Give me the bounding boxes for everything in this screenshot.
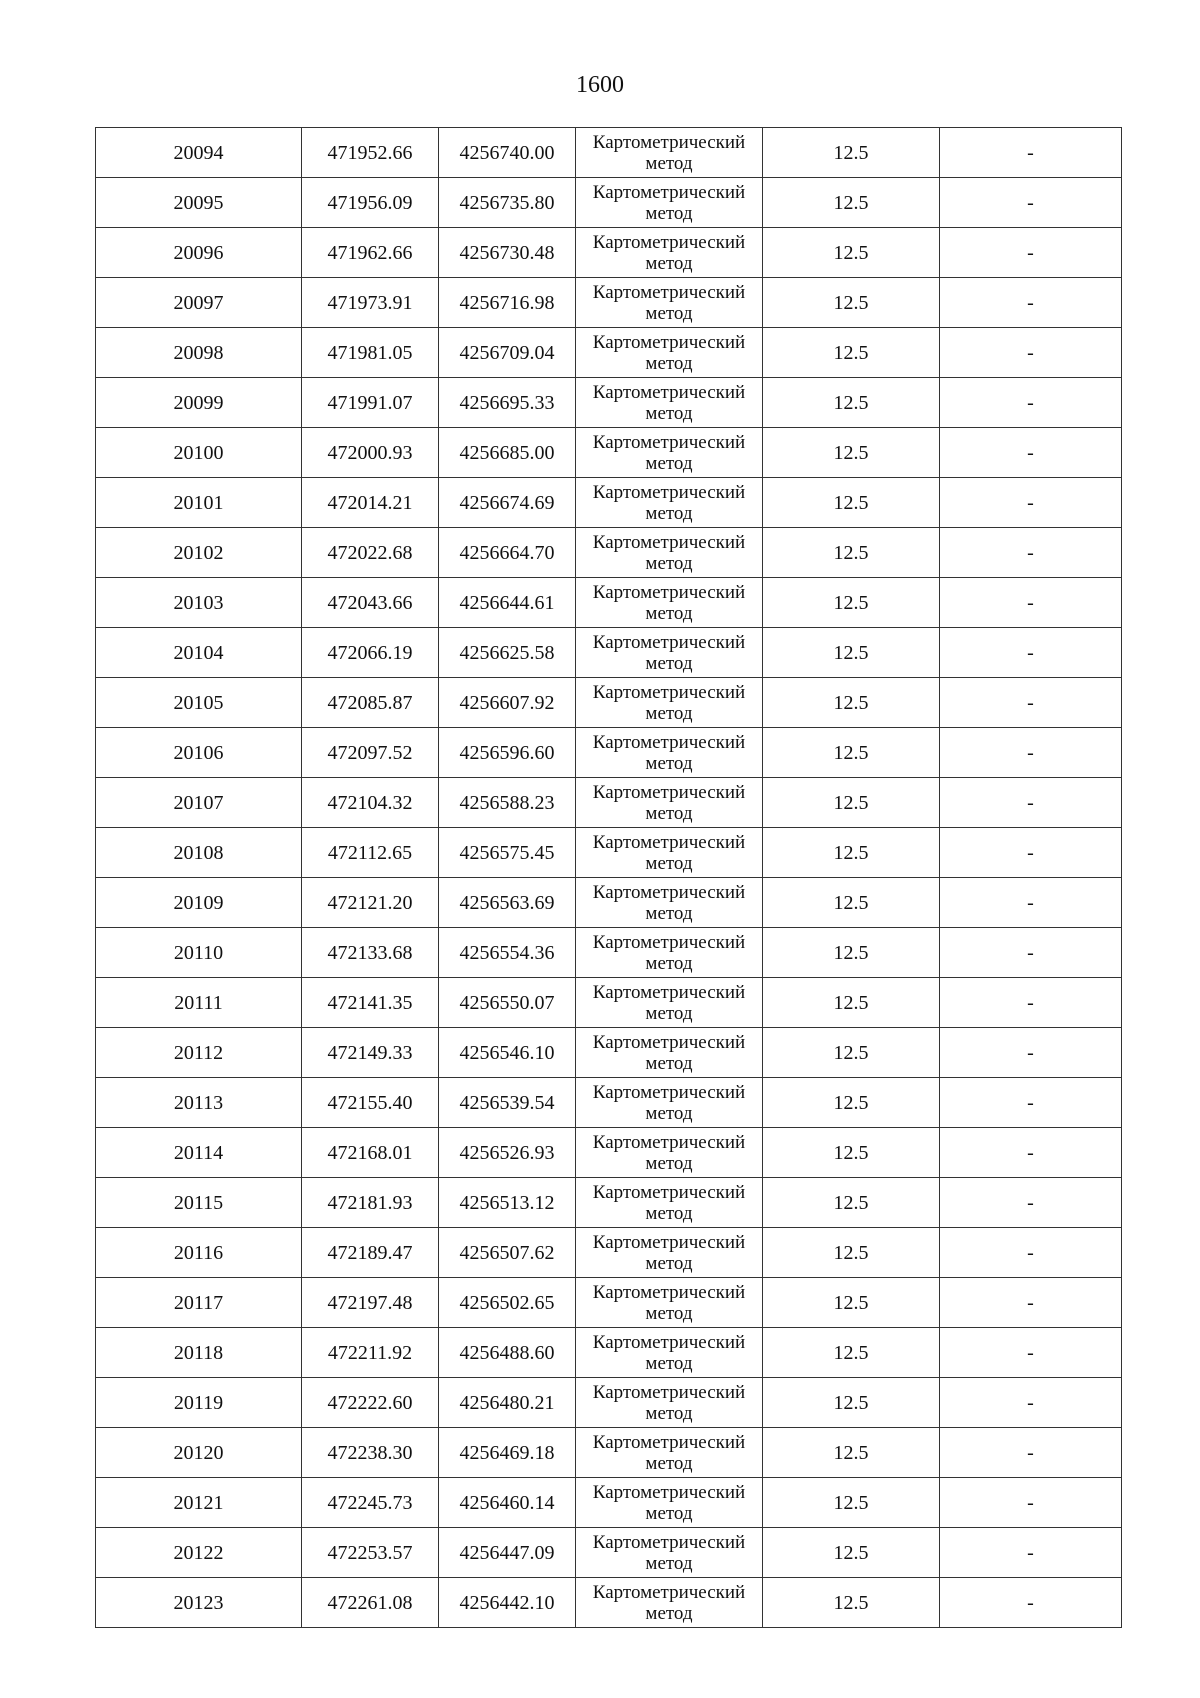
accuracy-cell: 12.5 xyxy=(763,1178,940,1228)
note-cell: - xyxy=(940,478,1122,528)
point-id-cell: 20099 xyxy=(96,378,302,428)
note-cell: - xyxy=(940,428,1122,478)
accuracy-cell: 12.5 xyxy=(763,928,940,978)
x-coordinate-cell: 472014.21 xyxy=(302,478,439,528)
point-id-cell: 20117 xyxy=(96,1278,302,1328)
coordinates-table-body xyxy=(96,128,1122,1628)
method-cell xyxy=(576,328,763,378)
point-id-cell: 20112 xyxy=(96,1028,302,1078)
method-line1: Картометрический xyxy=(592,981,746,1003)
method-cell xyxy=(576,1078,763,1128)
accuracy-cell: 12.5 xyxy=(763,1078,940,1128)
accuracy-cell: 12.5 xyxy=(763,528,940,578)
method-line1: Картометрический xyxy=(592,1331,746,1353)
method-line2: метод xyxy=(645,1552,693,1574)
accuracy-cell: 12.5 xyxy=(763,628,940,678)
note-cell: - xyxy=(940,1078,1122,1128)
x-coordinate-cell: 472085.87 xyxy=(302,678,439,728)
table-row xyxy=(96,478,1122,528)
method-line2: метод xyxy=(645,1302,693,1324)
table-row xyxy=(96,1578,1122,1628)
y-coordinate-cell: 4256442.10 xyxy=(439,1578,576,1628)
method-line1: Картометрический xyxy=(592,1031,746,1053)
y-coordinate-cell: 4256550.07 xyxy=(439,978,576,1028)
y-coordinate-cell: 4256513.12 xyxy=(439,1178,576,1228)
method-line2: метод xyxy=(645,1102,693,1124)
method-line1: Картометрический xyxy=(592,281,746,303)
method-cell xyxy=(576,278,763,328)
y-coordinate-cell: 4256685.00 xyxy=(439,428,576,478)
method-cell xyxy=(576,578,763,628)
method-line2: метод xyxy=(645,702,693,724)
point-id-cell: 20121 xyxy=(96,1478,302,1528)
method-line1: Картометрический xyxy=(592,781,746,803)
method-line2: метод xyxy=(645,1002,693,1024)
point-id-cell: 20106 xyxy=(96,728,302,778)
method-line1: Картометрический xyxy=(592,1231,746,1253)
table-row xyxy=(96,1278,1122,1328)
note-cell: - xyxy=(940,1528,1122,1578)
y-coordinate-cell: 4256735.80 xyxy=(439,178,576,228)
note-cell: - xyxy=(940,1428,1122,1478)
note-cell: - xyxy=(940,378,1122,428)
point-id-cell: 20118 xyxy=(96,1328,302,1378)
method-line1: Картометрический xyxy=(592,881,746,903)
y-coordinate-cell: 4256526.93 xyxy=(439,1128,576,1178)
method-line1: Картометрический xyxy=(592,331,746,353)
y-coordinate-cell: 4256554.36 xyxy=(439,928,576,978)
x-coordinate-cell: 472133.68 xyxy=(302,928,439,978)
page-number: 1600 xyxy=(576,72,624,98)
method-line2: метод xyxy=(645,1152,693,1174)
method-line1: Картометрический xyxy=(592,481,746,503)
method-cell xyxy=(576,878,763,928)
y-coordinate-cell: 4256695.33 xyxy=(439,378,576,428)
table-row xyxy=(96,1328,1122,1378)
point-id-cell: 20097 xyxy=(96,278,302,328)
x-coordinate-cell: 472066.19 xyxy=(302,628,439,678)
table-row xyxy=(96,628,1122,678)
x-coordinate-cell: 471962.66 xyxy=(302,228,439,278)
method-line1: Картометрический xyxy=(592,631,746,653)
x-coordinate-cell: 472168.01 xyxy=(302,1128,439,1178)
note-cell: - xyxy=(940,1578,1122,1628)
method-line2: метод xyxy=(645,1402,693,1424)
note-cell: - xyxy=(940,228,1122,278)
table-row xyxy=(96,728,1122,778)
table-row xyxy=(96,1128,1122,1178)
method-line2: метод xyxy=(645,302,693,324)
method-line2: метод xyxy=(645,952,693,974)
method-line2: метод xyxy=(645,1452,693,1474)
note-cell: - xyxy=(940,1028,1122,1078)
accuracy-cell: 12.5 xyxy=(763,378,940,428)
accuracy-cell: 12.5 xyxy=(763,678,940,728)
method-cell xyxy=(576,228,763,278)
method-cell xyxy=(576,1478,763,1528)
method-line2: метод xyxy=(645,602,693,624)
y-coordinate-cell: 4256546.10 xyxy=(439,1028,576,1078)
note-cell: - xyxy=(940,1478,1122,1528)
point-id-cell: 20123 xyxy=(96,1578,302,1628)
note-cell: - xyxy=(940,628,1122,678)
point-id-cell: 20111 xyxy=(96,978,302,1028)
method-line1: Картометрический xyxy=(592,1131,746,1153)
method-cell xyxy=(576,128,763,178)
table-row xyxy=(96,1478,1122,1528)
method-line1: Картометрический xyxy=(592,1481,746,1503)
point-id-cell: 20120 xyxy=(96,1428,302,1478)
method-line2: метод xyxy=(645,402,693,424)
point-id-cell: 20113 xyxy=(96,1078,302,1128)
table-row xyxy=(96,1028,1122,1078)
accuracy-cell: 12.5 xyxy=(763,978,940,1028)
method-cell xyxy=(576,628,763,678)
method-cell xyxy=(576,928,763,978)
y-coordinate-cell: 4256575.45 xyxy=(439,828,576,878)
note-cell: - xyxy=(940,1228,1122,1278)
x-coordinate-cell: 472238.30 xyxy=(302,1428,439,1478)
x-coordinate-cell: 471973.91 xyxy=(302,278,439,328)
x-coordinate-cell: 472245.73 xyxy=(302,1478,439,1528)
accuracy-cell: 12.5 xyxy=(763,778,940,828)
method-line2: метод xyxy=(645,202,693,224)
y-coordinate-cell: 4256596.60 xyxy=(439,728,576,778)
accuracy-cell: 12.5 xyxy=(763,1028,940,1078)
method-line1: Картометрический xyxy=(592,231,746,253)
x-coordinate-cell: 472121.20 xyxy=(302,878,439,928)
accuracy-cell: 12.5 xyxy=(763,328,940,378)
note-cell: - xyxy=(940,578,1122,628)
method-cell xyxy=(576,1128,763,1178)
point-id-cell: 20108 xyxy=(96,828,302,878)
x-coordinate-cell: 471952.66 xyxy=(302,128,439,178)
point-id-cell: 20122 xyxy=(96,1528,302,1578)
x-coordinate-cell: 472112.65 xyxy=(302,828,439,878)
y-coordinate-cell: 4256716.98 xyxy=(439,278,576,328)
table-row xyxy=(96,878,1122,928)
point-id-cell: 20095 xyxy=(96,178,302,228)
method-line1: Картометрический xyxy=(592,831,746,853)
coordinates-table xyxy=(95,127,1122,1628)
accuracy-cell: 12.5 xyxy=(763,1478,940,1528)
table-row xyxy=(96,578,1122,628)
y-coordinate-cell: 4256507.62 xyxy=(439,1228,576,1278)
method-cell xyxy=(576,1578,763,1628)
y-coordinate-cell: 4256664.70 xyxy=(439,528,576,578)
x-coordinate-cell: 472104.32 xyxy=(302,778,439,828)
note-cell: - xyxy=(940,178,1122,228)
method-line2: метод xyxy=(645,1052,693,1074)
note-cell: - xyxy=(940,1278,1122,1328)
method-line1: Картометрический xyxy=(592,531,746,553)
note-cell: - xyxy=(940,778,1122,828)
note-cell: - xyxy=(940,1178,1122,1228)
point-id-cell: 20100 xyxy=(96,428,302,478)
method-line1: Картометрический xyxy=(592,931,746,953)
y-coordinate-cell: 4256674.69 xyxy=(439,478,576,528)
method-cell xyxy=(576,1328,763,1378)
accuracy-cell: 12.5 xyxy=(763,128,940,178)
method-line1: Картометрический xyxy=(592,681,746,703)
accuracy-cell: 12.5 xyxy=(763,278,940,328)
y-coordinate-cell: 4256447.09 xyxy=(439,1528,576,1578)
table-row xyxy=(96,778,1122,828)
method-line2: метод xyxy=(645,1252,693,1274)
method-line1: Картометрический xyxy=(592,731,746,753)
x-coordinate-cell: 472222.60 xyxy=(302,1378,439,1428)
x-coordinate-cell: 472097.52 xyxy=(302,728,439,778)
note-cell: - xyxy=(940,728,1122,778)
method-cell xyxy=(576,378,763,428)
method-line2: метод xyxy=(645,802,693,824)
method-cell xyxy=(576,528,763,578)
method-line1: Картометрический xyxy=(592,581,746,603)
method-line2: метод xyxy=(645,1352,693,1374)
x-coordinate-cell: 472189.47 xyxy=(302,1228,439,1278)
method-line2: метод xyxy=(645,1602,693,1624)
note-cell: - xyxy=(940,1378,1122,1428)
method-line2: метод xyxy=(645,852,693,874)
method-line1: Картометрический xyxy=(592,381,746,403)
method-line1: Картометрический xyxy=(592,431,746,453)
method-cell xyxy=(576,728,763,778)
method-cell xyxy=(576,678,763,728)
point-id-cell: 20105 xyxy=(96,678,302,728)
method-line1: Картометрический xyxy=(592,1081,746,1103)
method-line1: Картометрический xyxy=(592,131,746,153)
table-row xyxy=(96,128,1122,178)
x-coordinate-cell: 472197.48 xyxy=(302,1278,439,1328)
x-coordinate-cell: 472253.57 xyxy=(302,1528,439,1578)
y-coordinate-cell: 4256488.60 xyxy=(439,1328,576,1378)
method-line2: метод xyxy=(645,552,693,574)
method-line2: метод xyxy=(645,902,693,924)
point-id-cell: 20115 xyxy=(96,1178,302,1228)
method-cell xyxy=(576,178,763,228)
table-row xyxy=(96,1378,1122,1428)
x-coordinate-cell: 471981.05 xyxy=(302,328,439,378)
accuracy-cell: 12.5 xyxy=(763,428,940,478)
method-cell xyxy=(576,1378,763,1428)
y-coordinate-cell: 4256502.65 xyxy=(439,1278,576,1328)
point-id-cell: 20109 xyxy=(96,878,302,928)
x-coordinate-cell: 472261.08 xyxy=(302,1578,439,1628)
y-coordinate-cell: 4256539.54 xyxy=(439,1078,576,1128)
note-cell: - xyxy=(940,1128,1122,1178)
point-id-cell: 20104 xyxy=(96,628,302,678)
note-cell: - xyxy=(940,128,1122,178)
y-coordinate-cell: 4256625.58 xyxy=(439,628,576,678)
accuracy-cell: 12.5 xyxy=(763,578,940,628)
point-id-cell: 20116 xyxy=(96,1228,302,1278)
method-line1: Картометрический xyxy=(592,1531,746,1553)
table-row xyxy=(96,178,1122,228)
accuracy-cell: 12.5 xyxy=(763,1328,940,1378)
x-coordinate-cell: 472181.93 xyxy=(302,1178,439,1228)
x-coordinate-cell: 472155.40 xyxy=(302,1078,439,1128)
table-row xyxy=(96,378,1122,428)
table-row xyxy=(96,1078,1122,1128)
table-row xyxy=(96,328,1122,378)
y-coordinate-cell: 4256740.00 xyxy=(439,128,576,178)
table-row xyxy=(96,1178,1122,1228)
table-row xyxy=(96,1428,1122,1478)
method-cell xyxy=(576,1528,763,1578)
method-cell xyxy=(576,1278,763,1328)
accuracy-cell: 12.5 xyxy=(763,1128,940,1178)
table-row xyxy=(96,928,1122,978)
accuracy-cell: 12.5 xyxy=(763,828,940,878)
method-line1: Картометрический xyxy=(592,1581,746,1603)
x-coordinate-cell: 471991.07 xyxy=(302,378,439,428)
table-row xyxy=(96,1228,1122,1278)
x-coordinate-cell: 471956.09 xyxy=(302,178,439,228)
method-cell xyxy=(576,1428,763,1478)
accuracy-cell: 12.5 xyxy=(763,1228,940,1278)
table-row xyxy=(96,828,1122,878)
point-id-cell: 20096 xyxy=(96,228,302,278)
note-cell: - xyxy=(940,978,1122,1028)
point-id-cell: 20119 xyxy=(96,1378,302,1428)
method-line1: Картометрический xyxy=(592,1381,746,1403)
accuracy-cell: 12.5 xyxy=(763,878,940,928)
accuracy-cell: 12.5 xyxy=(763,1528,940,1578)
point-id-cell: 20098 xyxy=(96,328,302,378)
y-coordinate-cell: 4256563.69 xyxy=(439,878,576,928)
table-row xyxy=(96,428,1122,478)
accuracy-cell: 12.5 xyxy=(763,228,940,278)
method-line2: метод xyxy=(645,1202,693,1224)
method-line2: метод xyxy=(645,452,693,474)
y-coordinate-cell: 4256469.18 xyxy=(439,1428,576,1478)
x-coordinate-cell: 472000.93 xyxy=(302,428,439,478)
x-coordinate-cell: 472022.68 xyxy=(302,528,439,578)
table-row xyxy=(96,228,1122,278)
table-row xyxy=(96,978,1122,1028)
note-cell: - xyxy=(940,678,1122,728)
method-cell xyxy=(576,1228,763,1278)
y-coordinate-cell: 4256709.04 xyxy=(439,328,576,378)
accuracy-cell: 12.5 xyxy=(763,1578,940,1628)
method-cell xyxy=(576,1028,763,1078)
note-cell: - xyxy=(940,528,1122,578)
method-cell xyxy=(576,828,763,878)
note-cell: - xyxy=(940,878,1122,928)
accuracy-cell: 12.5 xyxy=(763,478,940,528)
method-line2: метод xyxy=(645,652,693,674)
table-row xyxy=(96,678,1122,728)
method-line2: метод xyxy=(645,352,693,374)
point-id-cell: 20101 xyxy=(96,478,302,528)
method-line2: метод xyxy=(645,1502,693,1524)
method-line1: Картометрический xyxy=(592,1181,746,1203)
y-coordinate-cell: 4256607.92 xyxy=(439,678,576,728)
accuracy-cell: 12.5 xyxy=(763,1378,940,1428)
method-cell xyxy=(576,778,763,828)
method-cell xyxy=(576,428,763,478)
y-coordinate-cell: 4256644.61 xyxy=(439,578,576,628)
y-coordinate-cell: 4256480.21 xyxy=(439,1378,576,1428)
note-cell: - xyxy=(940,328,1122,378)
accuracy-cell: 12.5 xyxy=(763,178,940,228)
x-coordinate-cell: 472043.66 xyxy=(302,578,439,628)
accuracy-cell: 12.5 xyxy=(763,728,940,778)
method-line2: метод xyxy=(645,252,693,274)
note-cell: - xyxy=(940,828,1122,878)
note-cell: - xyxy=(940,278,1122,328)
point-id-cell: 20102 xyxy=(96,528,302,578)
note-cell: - xyxy=(940,1328,1122,1378)
x-coordinate-cell: 472149.33 xyxy=(302,1028,439,1078)
accuracy-cell: 12.5 xyxy=(763,1428,940,1478)
method-line1: Картометрический xyxy=(592,181,746,203)
point-id-cell: 20094 xyxy=(96,128,302,178)
point-id-cell: 20107 xyxy=(96,778,302,828)
method-cell xyxy=(576,978,763,1028)
method-line1: Картометрический xyxy=(592,1281,746,1303)
x-coordinate-cell: 472141.35 xyxy=(302,978,439,1028)
y-coordinate-cell: 4256588.23 xyxy=(439,778,576,828)
point-id-cell: 20110 xyxy=(96,928,302,978)
accuracy-cell: 12.5 xyxy=(763,1278,940,1328)
y-coordinate-cell: 4256460.14 xyxy=(439,1478,576,1528)
x-coordinate-cell: 472211.92 xyxy=(302,1328,439,1378)
point-id-cell: 20114 xyxy=(96,1128,302,1178)
y-coordinate-cell: 4256730.48 xyxy=(439,228,576,278)
note-cell: - xyxy=(940,928,1122,978)
point-id-cell: 20103 xyxy=(96,578,302,628)
method-cell xyxy=(576,478,763,528)
method-line1: Картометрический xyxy=(592,1431,746,1453)
method-cell xyxy=(576,1178,763,1228)
table-row xyxy=(96,278,1122,328)
table-row xyxy=(96,1528,1122,1578)
table-row xyxy=(96,528,1122,578)
method-line2: метод xyxy=(645,502,693,524)
method-line2: метод xyxy=(645,152,693,174)
method-line2: метод xyxy=(645,752,693,774)
